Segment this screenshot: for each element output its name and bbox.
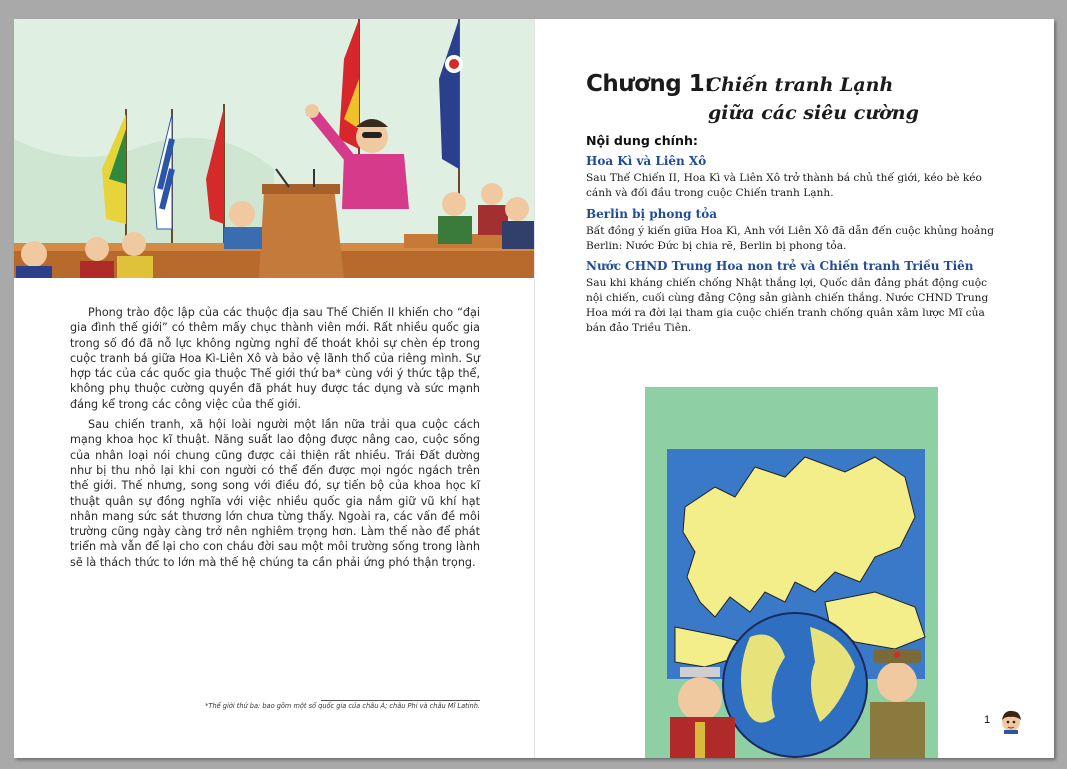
assembly-speech-illustration	[14, 19, 534, 278]
summary-heading: Nội dung chính:	[586, 133, 698, 148]
body-paragraph: Sau chiến tranh, xã hội loài người một lần nữa trải qua cuộc cách mạng khoa học kĩ thuật. Năng suất lao động được nâng cao, cuộc sống của nhân loại nói chung cũng được cải thiện rất nhiều. Trái Đất dường như bị thu nhỏ lại khi con người có thể đến được mọi ngóc ngách trên thế giới. Thế nhưng, song song với điều đó, sự tiến bộ của khoa học kĩ thuật quân sự đồng nghĩa với việc nhiều quốc gia nắm giữ vũ khí hạt nhân mang sức sát thương lớn chưa từng thấy. Ngoài ra, các vấn đề môi trường cũng ngày càng trở nên nghiêm trọng hơn. Làm thế nào để phát triển mà vẫn để lại cho con cháu đời sau một môi trường sống trong lành sẽ là thách thức to lớn mà thế hệ chúng ta cần phải ứng phó thận trọng.	[70, 418, 480, 569]
chapter-label: Chương 1:	[586, 71, 713, 97]
summary-section	[586, 258, 998, 336]
section-heading: Hoa Kì và Liên Xô	[586, 154, 707, 168]
section-heading: Nước CHND Trung Hoa non trẻ và Chiến tranh Triều Tiên	[586, 259, 974, 273]
summary-section	[586, 206, 998, 254]
section-heading: Berlin bị phong tỏa	[586, 207, 717, 221]
body-paragraph: Phong trào độc lập của các thuộc địa sau Thế Chiến II khiến cho “đại gia đình thế giới” có thêm mấy chục thành viên mới. Rất nhiều quốc gia trong số đó đã nỗ lực không ngừng nghỉ để thoát khỏi sự chèn ép trong cuộc tranh bá giữa Hoa Kì-Liên Xô và bảo vệ lãnh thổ của riêng mình. Sự hợp tác của các quốc gia thuộc Thế giới thứ ba* cùng với ý thức tập thể, không phụ thuộc cường quyền đã phát huy được tác dụng và sức mạnh đáng kể trong các công việc của thế giới.	[70, 306, 480, 411]
book-spread	[14, 19, 1054, 758]
section-text: Sau khi kháng chiến chống Nhật thắng lợi, Quốc dân đảng phát động cuộc nội chiến, cuối cùng đảng Cộng sản giành chiến thắng. Nước CHND Trung Hoa mới ra đời lại tham gia cuộc chiến tranh chống quân xâm lược Mĩ của bán đảo Triều Tiên.	[586, 277, 989, 334]
mascot-head-icon	[998, 708, 1024, 734]
chapter-title-line-1: Chiến tranh Lạnh	[706, 74, 894, 96]
page-gutter	[534, 19, 535, 758]
footnote: *Thế giới thứ ba: bao gồm một số quốc gia của châu Á; châu Phi và châu Mĩ Latinh.	[205, 702, 480, 710]
chapter-title-line-2: giữa các siêu cường	[708, 102, 919, 124]
page-number: 1	[984, 714, 991, 726]
globe-map-illustration	[645, 387, 938, 758]
body-text	[70, 305, 480, 575]
footnote-rule	[321, 700, 480, 701]
section-text: Sau Thế Chiến II, Hoa Kì và Liên Xô trở thành bá chủ thế giới, kéo bè kéo cánh và đối đầu trong cuộc Chiến tranh Lạnh.	[586, 172, 982, 199]
summary-section	[586, 153, 998, 201]
section-text: Bất đồng ý kiến giữa Hoa Kì, Anh với Liên Xô đã dẫn đến cuộc khủng hoảng Berlin: Nước Đức bị chia rẽ, Berlin bị phong tỏa.	[586, 225, 994, 252]
